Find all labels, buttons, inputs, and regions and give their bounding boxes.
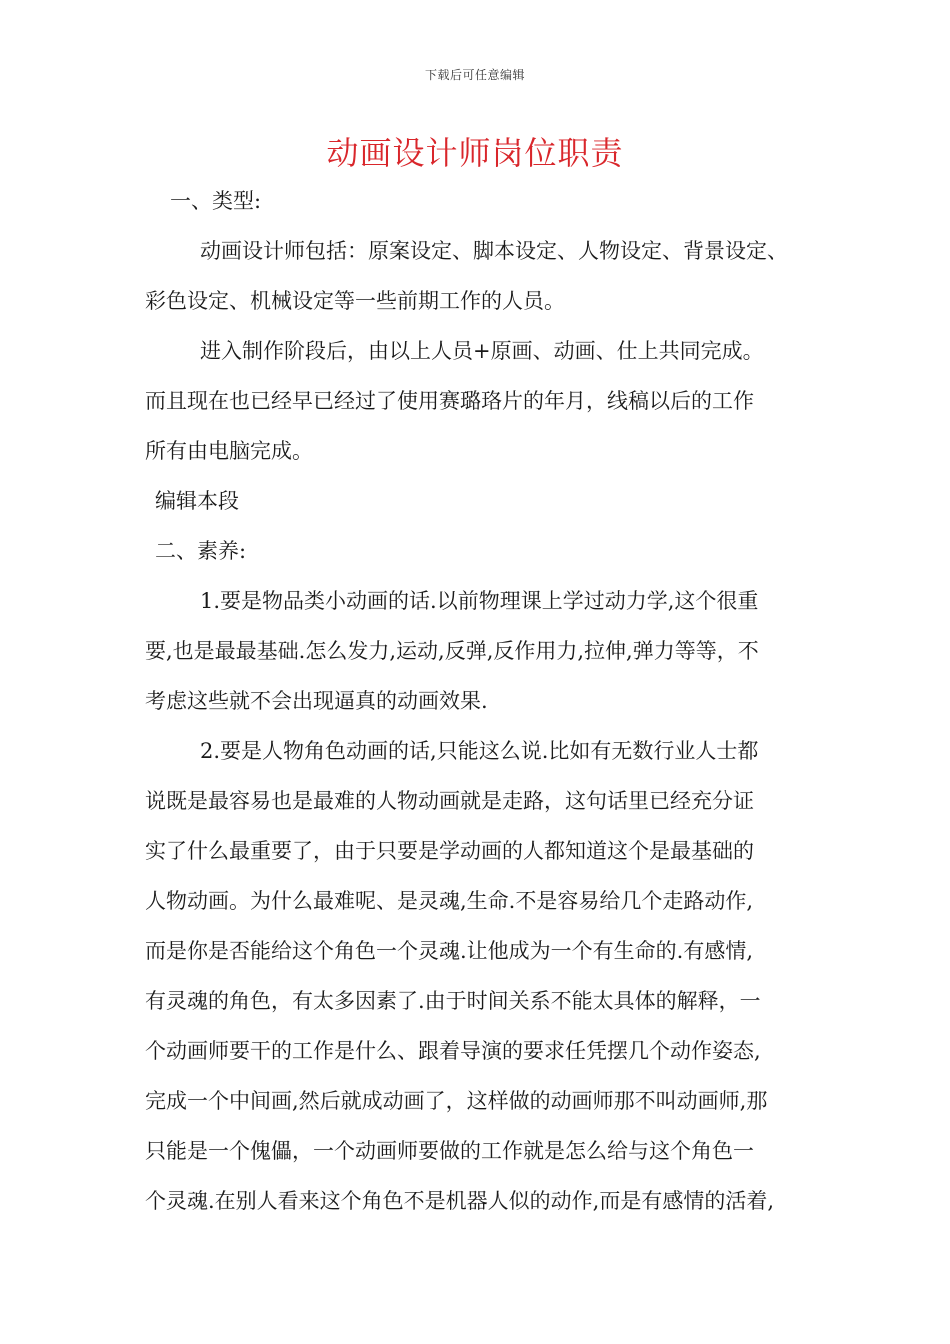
paragraph-line: 完成一个中间画,然后就成动画了，这样做的动画师那不叫动画师,那: [145, 1089, 768, 1113]
paragraph-line: 实了什么最重要了，由于只要是学动画的人都知道这个是最基础的: [145, 839, 754, 863]
paragraph-line: 1.要是物品类小动画的话.以前物理课上学过动力学,这个很重: [200, 589, 759, 613]
paragraph-line: 动画设计师包括：原案设定、脚本设定、人物设定、背景设定、: [200, 239, 788, 263]
paragraph-line: 有灵魂的角色，有太多因素了.由于时间关系不能太具体的解释，一: [145, 989, 761, 1013]
paragraph-line: 彩色设定、机械设定等一些前期工作的人员。: [145, 289, 565, 313]
section-heading-qualities: 二、素养:: [155, 539, 247, 563]
paragraph-line: 而且现在也已经早已经过了使用赛璐珞片的年月，线稿以后的工作: [145, 389, 754, 413]
header-note: 下载后可任意编辑: [424, 68, 525, 82]
paragraph-line: 2.要是人物角色动画的话,只能这么说.比如有无数行业人士都: [200, 739, 759, 763]
paragraph-line: 要,也是最最基础.怎么发力,运动,反弹,反作用力,拉伸,弹力等等，不: [145, 639, 759, 663]
paragraph-line: 只能是一个傀儡，一个动画师要做的工作就是怎么给与这个角色一: [145, 1139, 754, 1163]
paragraph-line: 个灵魂.在别人看来这个角色不是机器人似的动作,而是有感情的活着,: [145, 1189, 775, 1213]
paragraph-line: 而是你是否能给这个角色一个灵魂.让他成为一个有生命的.有感情,: [145, 939, 754, 963]
paragraph-line: 考虑这些就不会出现逼真的动画效果.: [145, 689, 488, 713]
paragraph-line: 个动画师要干的工作是什么、跟着导演的要求任凭摆几个动作姿态,: [145, 1039, 761, 1063]
paragraph-line: 人物动画。为什么最难呢、是灵魂,生命.不是容易给几个走路动作,: [145, 889, 754, 913]
document-title: 动画设计师岗位职责: [326, 134, 624, 172]
edit-section-link[interactable]: 编辑本段: [155, 489, 239, 513]
paragraph-line: 进入制作阶段后，由以上人员+原画、动画、仕上共同完成。: [200, 339, 764, 363]
section-heading-type: 一、类型:: [170, 189, 262, 213]
paragraph-line: 说既是最容易也是最难的人物动画就是走路，这句话里已经充分证: [145, 789, 754, 813]
paragraph-line: 所有由电脑完成。: [145, 439, 313, 463]
